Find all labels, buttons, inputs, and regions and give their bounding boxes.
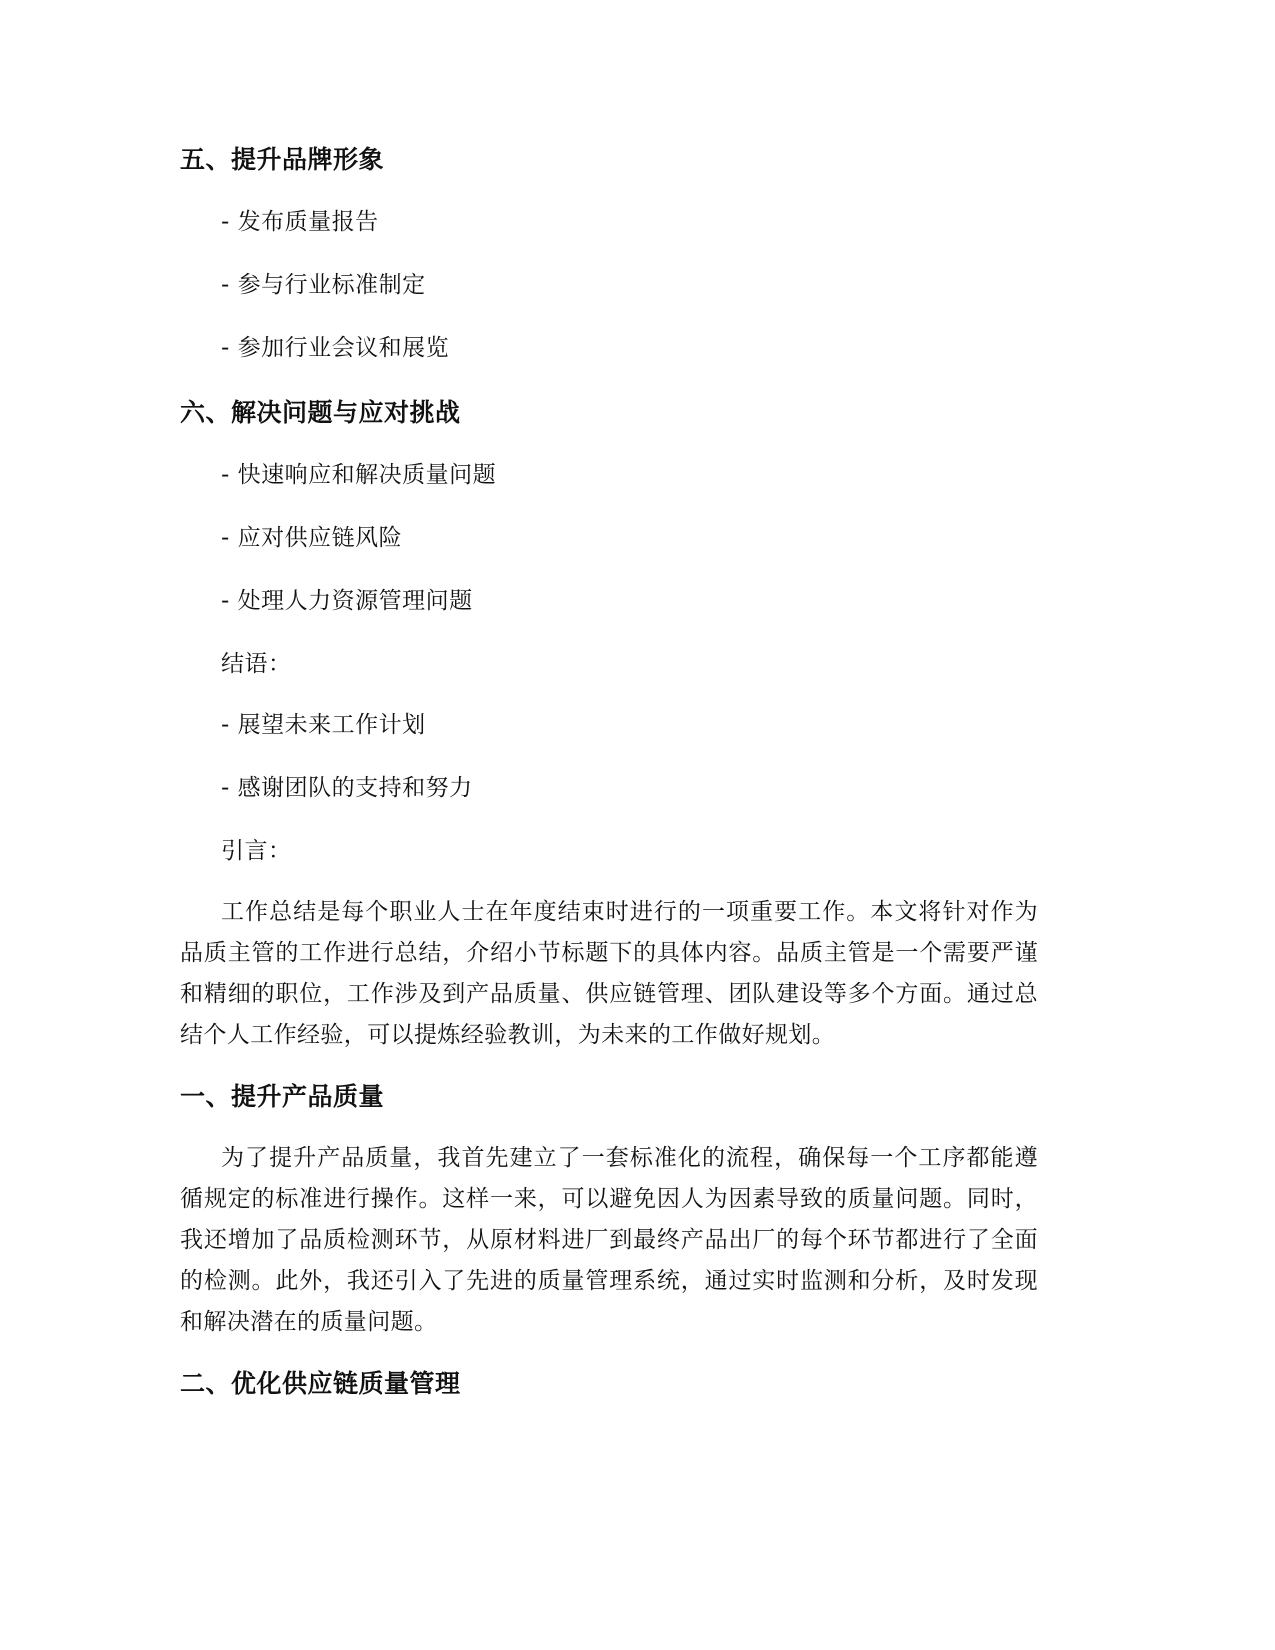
intro-paragraph: 工作总结是每个职业人士在年度结束时进行的一项重要工作。本文将针对作为品质主管的工作进行总结，介绍小节标题下的具体内容。品质主管是一个需要严谨和精细的职位，工作涉及到产品质量、供应链管理、团队建设等多个方面。通过总结个人工作经验，可以提炼经验教训，为未来的工作做好规划。 (180, 899, 1038, 1048)
list-item: - 参与行业标准制定 (221, 272, 426, 298)
list-item: - 应对供应链风险 (221, 525, 403, 551)
section-6-heading: 六、解决问题与应对挑战 (180, 398, 461, 427)
list-item: - 感谢团队的支持和努力 (221, 775, 473, 801)
list-item: - 展望未来工作计划 (221, 712, 426, 738)
section-1-heading: 一、提升产品质量 (180, 1082, 385, 1111)
intro-label: 引言： (221, 838, 292, 864)
list-item: - 快速响应和解决质量问题 (221, 462, 497, 488)
conclusion-label: 结语： (221, 651, 292, 677)
section-1-paragraph: 为了提升产品质量，我首先建立了一套标准化的流程，确保每一个工序都能遵循规定的标准进行操作。这样一来，可以避免因人为因素导致的质量问题。同时，我还增加了品质检测环节，从原材料进厂到最终产品出厂的每个环节都进行了全面的检测。此外，我还引入了先进的质量管理系统，通过实时监测和分析，及时发现和解决潜在的质量问题。 (180, 1145, 1038, 1335)
list-item: - 发布质量报告 (221, 209, 379, 235)
list-item: - 处理人力资源管理问题 (221, 588, 473, 614)
list-item: - 参加行业会议和展览 (221, 335, 450, 361)
section-2-heading: 二、优化供应链质量管理 (180, 1369, 461, 1398)
section-5-heading: 五、提升品牌形象 (180, 145, 385, 174)
